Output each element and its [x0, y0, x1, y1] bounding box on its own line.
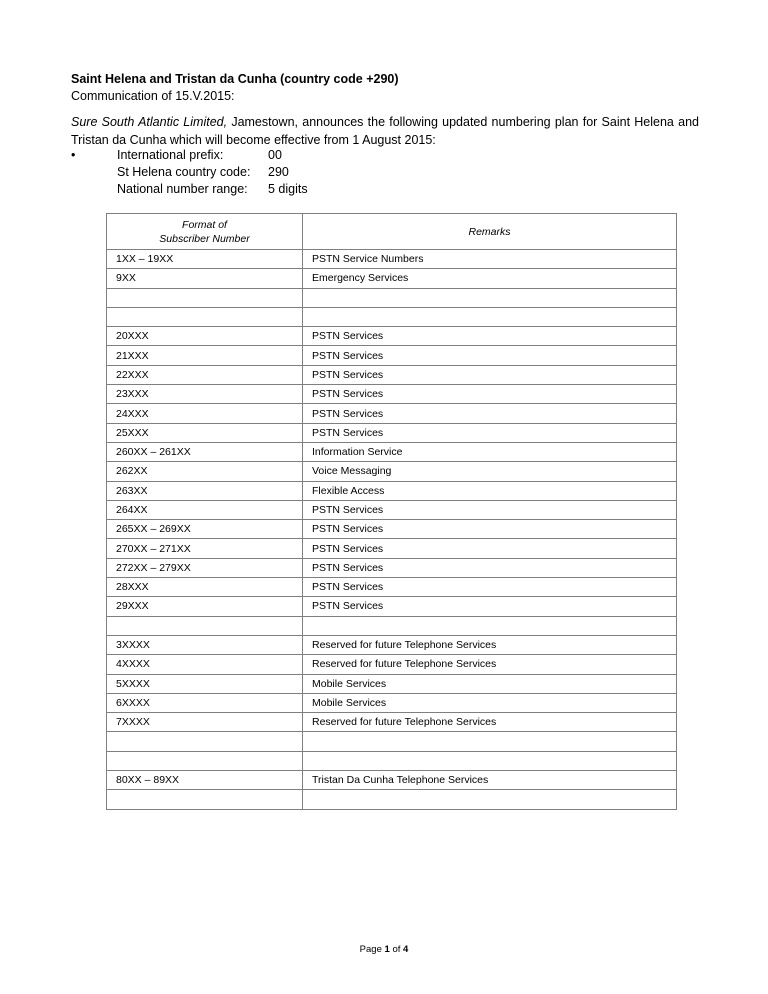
international-prefix-value: 00: [268, 148, 282, 162]
table-row: [107, 250, 677, 269]
remarks-cell: PSTN Services: [303, 520, 677, 539]
table-row: [107, 635, 677, 654]
format-cell: [107, 790, 303, 809]
format-cell: 270XX – 271XX: [107, 539, 303, 558]
format-column-header: [107, 214, 303, 250]
table-row: [107, 288, 677, 307]
remarks-cell: [303, 751, 677, 770]
table-row: [107, 578, 677, 597]
international-prefix-label: International prefix:: [117, 148, 224, 162]
format-cell: 25XXX: [107, 423, 303, 442]
format-cell: 22XXX: [107, 365, 303, 384]
remarks-cell: [303, 616, 677, 635]
remarks-cell: PSTN Service Numbers: [303, 250, 677, 269]
table-row: [107, 655, 677, 674]
table-row: [107, 732, 677, 751]
dialing-info-values: [268, 147, 308, 198]
table-row: [107, 327, 677, 346]
table-row: [107, 771, 677, 790]
remarks-column-header: Remarks: [303, 214, 677, 250]
remarks-cell: Mobile Services: [303, 693, 677, 712]
format-cell: 80XX – 89XX: [107, 771, 303, 790]
remarks-cell: PSTN Services: [303, 404, 677, 423]
numbering-plan-table: [106, 213, 677, 810]
table-row: [107, 346, 677, 365]
table-row: [107, 693, 677, 712]
remarks-cell: [303, 790, 677, 809]
country-code-label: St Helena country code:: [117, 165, 251, 179]
format-cell: 260XX – 261XX: [107, 442, 303, 461]
format-cell: 28XXX: [107, 578, 303, 597]
table-row: [107, 423, 677, 442]
format-cell: 272XX – 279XX: [107, 558, 303, 577]
number-range-label: National number range:: [117, 182, 248, 196]
format-cell: 262XX: [107, 462, 303, 481]
table-row: [107, 520, 677, 539]
format-cell: [107, 616, 303, 635]
format-cell: 24XXX: [107, 404, 303, 423]
format-cell: [107, 751, 303, 770]
format-cell: 23XXX: [107, 385, 303, 404]
remarks-cell: [303, 732, 677, 751]
remarks-cell: Reserved for future Telephone Services: [303, 713, 677, 732]
table-row: [107, 500, 677, 519]
remarks-cell: PSTN Services: [303, 539, 677, 558]
bullet-icon: •: [71, 148, 76, 162]
format-cell: 21XXX: [107, 346, 303, 365]
format-cell: 29XXX: [107, 597, 303, 616]
format-cell: [107, 307, 303, 326]
format-cell: 3XXXX: [107, 635, 303, 654]
table-row: [107, 616, 677, 635]
table-row: [107, 558, 677, 577]
remarks-cell: PSTN Services: [303, 500, 677, 519]
table-row: [107, 442, 677, 461]
format-cell: 5XXXX: [107, 674, 303, 693]
communication-date: Communication of 15.V.2015:: [71, 89, 235, 103]
remarks-cell: PSTN Services: [303, 558, 677, 577]
table-row: [107, 307, 677, 326]
remarks-cell: PSTN Services: [303, 385, 677, 404]
page-number: 1: [384, 944, 390, 955]
format-header-line2: Subscriber Number: [159, 232, 250, 245]
table-row: [107, 597, 677, 616]
format-cell: 6XXXX: [107, 693, 303, 712]
table-row: [107, 713, 677, 732]
remarks-cell: [303, 288, 677, 307]
remarks-cell: [303, 307, 677, 326]
remarks-cell: PSTN Services: [303, 597, 677, 616]
country-code-value: 290: [268, 165, 289, 179]
table-row: [107, 674, 677, 693]
remarks-cell: Mobile Services: [303, 674, 677, 693]
table-row: [107, 385, 677, 404]
intro-paragraph: [71, 113, 699, 149]
format-cell: 264XX: [107, 500, 303, 519]
table-row: [107, 404, 677, 423]
remarks-cell: Reserved for future Telephone Services: [303, 655, 677, 674]
remarks-cell: Information Service: [303, 442, 677, 461]
dialing-info-labels: [117, 147, 250, 198]
format-cell: 20XXX: [107, 327, 303, 346]
document-title: Saint Helena and Tristan da Cunha (country code +290): [71, 72, 399, 86]
format-header-line1: Format of: [182, 218, 227, 231]
page-word: Page: [359, 944, 382, 955]
format-cell: [107, 288, 303, 307]
format-cell: 1XX – 19XX: [107, 250, 303, 269]
table-row: [107, 269, 677, 288]
table-row: [107, 539, 677, 558]
company-name: Sure South Atlantic Limited,: [71, 115, 228, 129]
remarks-cell: Tristan Da Cunha Telephone Services: [303, 771, 677, 790]
remarks-cell: Reserved for future Telephone Services: [303, 635, 677, 654]
numbering-plan-rows: [107, 250, 677, 810]
table-row: [107, 481, 677, 500]
table-header-row: [107, 214, 677, 250]
format-cell: 7XXXX: [107, 713, 303, 732]
of-word: of: [392, 944, 401, 955]
page-total: 4: [403, 944, 409, 955]
table-row: [107, 751, 677, 770]
remarks-cell: PSTN Services: [303, 346, 677, 365]
format-cell: 4XXXX: [107, 655, 303, 674]
format-cell: [107, 732, 303, 751]
remarks-cell: PSTN Services: [303, 327, 677, 346]
remarks-cell: PSTN Services: [303, 578, 677, 597]
remarks-cell: Flexible Access: [303, 481, 677, 500]
format-cell: 9XX: [107, 269, 303, 288]
table-row: [107, 365, 677, 384]
remarks-cell: Voice Messaging: [303, 462, 677, 481]
remarks-cell: PSTN Services: [303, 423, 677, 442]
remarks-cell: PSTN Services: [303, 365, 677, 384]
remarks-cell: Emergency Services: [303, 269, 677, 288]
format-cell: 263XX: [107, 481, 303, 500]
page-footer: [0, 944, 768, 955]
intro-text: Jamestown, announces the following updated numbering plan for Saint Helena and Tristan da Cunha which will become effective from 1 August 2015:: [71, 115, 699, 147]
number-range-value: 5 digits: [268, 182, 308, 196]
table-row: [107, 462, 677, 481]
format-cell: 265XX – 269XX: [107, 520, 303, 539]
table-row: [107, 790, 677, 809]
